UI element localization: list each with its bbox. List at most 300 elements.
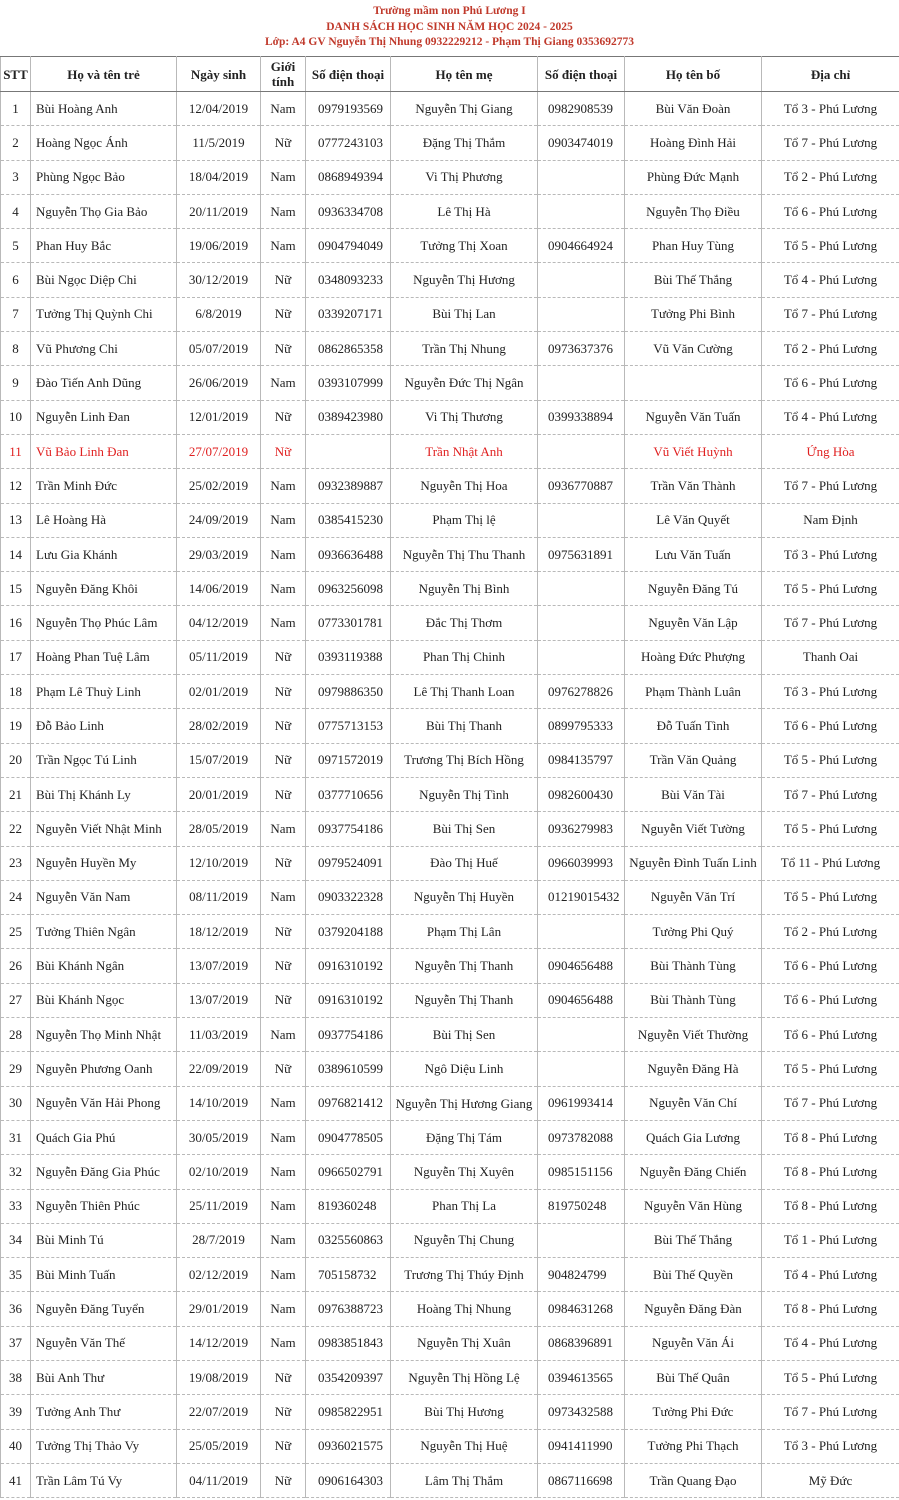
cell-child-name: Tưởng Thị Thảo Vy: [31, 1429, 177, 1463]
cell-mother-name: Đắc Thị Thơm: [391, 606, 538, 640]
cell-mother-name: Đào Thị Huế: [391, 846, 538, 880]
cell-mother-phone: 0984631268: [538, 1292, 625, 1326]
cell-stt: 26: [1, 949, 31, 983]
cell-birth-date: 28/02/2019: [177, 709, 261, 743]
cell-gender: Nữ: [261, 983, 306, 1017]
cell-father-name: Nguyễn Văn Tuấn: [625, 400, 762, 434]
cell-stt: 35: [1, 1258, 31, 1292]
cell-father-name: Nguyễn Văn Trí: [625, 880, 762, 914]
cell-mother-name: Nguyễn Đức Thị Ngân: [391, 366, 538, 400]
cell-phone: 0966502791: [306, 1155, 391, 1189]
cell-birth-date: 25/05/2019: [177, 1429, 261, 1463]
cell-stt: 22: [1, 812, 31, 846]
cell-child-name: Nguyễn Viết Nhật Minh: [31, 812, 177, 846]
cell-child-name: Bùi Khánh Ngân: [31, 949, 177, 983]
list-title: DANH SÁCH HỌC SINH NĂM HỌC 2024 - 2025: [326, 20, 573, 33]
cell-mother-name: Trương Thị Thúy Định: [391, 1258, 538, 1292]
cell-stt: 19: [1, 709, 31, 743]
table-row: [1, 1018, 899, 1052]
cell-stt: 12: [1, 469, 31, 503]
table-row: [1, 640, 899, 674]
cell-child-name: Phạm Lê Thuỳ Linh: [31, 675, 177, 709]
cell-mother-name: Nguyễn Thị Hoa: [391, 469, 538, 503]
cell-father-name: Tưởng Phi Bình: [625, 297, 762, 331]
col-header-phone: Số điện thoại: [306, 57, 391, 92]
cell-phone: 0393107999: [306, 366, 391, 400]
cell-phone: 0354209397: [306, 1360, 391, 1394]
cell-mother-phone: [538, 434, 625, 468]
cell-father-name: Tưởng Phi Đức: [625, 1395, 762, 1429]
table-row: [1, 675, 899, 709]
cell-phone: 0979193569: [306, 92, 391, 126]
cell-child-name: Vũ Phương Chi: [31, 332, 177, 366]
table-row: [1, 572, 899, 606]
cell-gender: Nữ: [261, 709, 306, 743]
cell-mother-phone: 0973432588: [538, 1395, 625, 1429]
cell-gender: Nam: [261, 194, 306, 228]
cell-child-name: Nguyễn Huyền My: [31, 846, 177, 880]
cell-child-name: Phùng Ngọc Bảo: [31, 160, 177, 194]
cell-father-name: Bùi Thế Quân: [625, 1360, 762, 1394]
cell-address: Tổ 5 - Phú Lương: [762, 1052, 899, 1086]
cell-birth-date: 14/12/2019: [177, 1326, 261, 1360]
cell-gender: Nam: [261, 1189, 306, 1223]
cell-phone: 0339207171: [306, 297, 391, 331]
cell-stt: 14: [1, 537, 31, 571]
cell-address: Tổ 5 - Phú Lương: [762, 1360, 899, 1394]
cell-mother-name: Nguyễn Thị Chung: [391, 1223, 538, 1257]
cell-mother-name: Bùi Thị Hương: [391, 1395, 538, 1429]
cell-birth-date: 18/12/2019: [177, 915, 261, 949]
table-body: [1, 92, 899, 1498]
cell-address: Tổ 5 - Phú Lương: [762, 572, 899, 606]
cell-phone: 705158732: [306, 1258, 391, 1292]
cell-stt: 33: [1, 1189, 31, 1223]
cell-phone: 0775713153: [306, 709, 391, 743]
cell-mother-name: Phan Thị Chinh: [391, 640, 538, 674]
cell-stt: 5: [1, 229, 31, 263]
cell-mother-phone: [538, 263, 625, 297]
cell-mother-name: Nguyễn Thị Xuyên: [391, 1155, 538, 1189]
cell-birth-date: 05/11/2019: [177, 640, 261, 674]
cell-birth-date: 13/07/2019: [177, 949, 261, 983]
cell-gender: Nam: [261, 606, 306, 640]
cell-gender: Nữ: [261, 949, 306, 983]
cell-birth-date: 25/02/2019: [177, 469, 261, 503]
cell-gender: Nam: [261, 503, 306, 537]
cell-birth-date: 25/11/2019: [177, 1189, 261, 1223]
cell-mother-name: Nguyễn Thị Bình: [391, 572, 538, 606]
cell-mother-name: Bùi Thị Sen: [391, 1018, 538, 1052]
cell-child-name: Bùi Minh Tuấn: [31, 1258, 177, 1292]
cell-gender: Nữ: [261, 640, 306, 674]
cell-phone: 0868949394: [306, 160, 391, 194]
cell-phone: 0976821412: [306, 1086, 391, 1120]
cell-address: Tổ 4 - Phú Lương: [762, 400, 899, 434]
cell-father-name: Bùi Văn Tài: [625, 777, 762, 811]
cell-mother-phone: 0867116698: [538, 1463, 625, 1497]
cell-stt: 20: [1, 743, 31, 777]
table-row: [1, 1052, 899, 1086]
cell-father-name: Bùi Thành Tùng: [625, 949, 762, 983]
cell-child-name: Hoàng Ngọc Ánh: [31, 126, 177, 160]
cell-gender: Nam: [261, 92, 306, 126]
cell-mother-phone: 0976278826: [538, 675, 625, 709]
cell-father-name: Hoàng Đình Hải: [625, 126, 762, 160]
cell-child-name: Bùi Hoàng Anh: [31, 92, 177, 126]
cell-mother-phone: 0868396891: [538, 1326, 625, 1360]
cell-address: Tổ 6 - Phú Lương: [762, 949, 899, 983]
cell-gender: Nam: [261, 229, 306, 263]
cell-mother-phone: 0904656488: [538, 983, 625, 1017]
cell-mother-name: Nguyễn Thị Hồng Lệ: [391, 1360, 538, 1394]
col-header-birth-date: Ngày sinh: [177, 57, 261, 92]
cell-phone: 0389610599: [306, 1052, 391, 1086]
cell-gender: Nữ: [261, 400, 306, 434]
cell-mother-name: Phạm Thị lệ: [391, 503, 538, 537]
cell-mother-phone: [538, 915, 625, 949]
cell-address: Tổ 8 - Phú Lương: [762, 1120, 899, 1154]
cell-birth-date: 02/12/2019: [177, 1258, 261, 1292]
cell-child-name: Nguyễn Đăng Tuyển: [31, 1292, 177, 1326]
cell-stt: 38: [1, 1360, 31, 1394]
table-row: [1, 1189, 899, 1223]
cell-mother-name: Lâm Thị Thắm: [391, 1463, 538, 1497]
cell-mother-phone: 0966039993: [538, 846, 625, 880]
cell-mother-name: Nguyễn Thị Xuân: [391, 1326, 538, 1360]
table-row: [1, 194, 899, 228]
cell-mother-phone: 0973637376: [538, 332, 625, 366]
cell-father-name: Vũ Văn Cường: [625, 332, 762, 366]
cell-mother-name: Lê Thị Hà: [391, 194, 538, 228]
cell-stt: 32: [1, 1155, 31, 1189]
cell-mother-phone: 0899795333: [538, 709, 625, 743]
table-header-row: [1, 57, 899, 92]
cell-birth-date: 12/01/2019: [177, 400, 261, 434]
cell-address: Tổ 5 - Phú Lương: [762, 229, 899, 263]
cell-father-name: Bùi Thế Thắng: [625, 263, 762, 297]
cell-phone: 0937754186: [306, 812, 391, 846]
cell-birth-date: 04/12/2019: [177, 606, 261, 640]
cell-gender: Nữ: [261, 1463, 306, 1497]
cell-address: Tổ 7 - Phú Lương: [762, 297, 899, 331]
cell-mother-phone: 0941411990: [538, 1429, 625, 1463]
cell-phone: 0385415230: [306, 503, 391, 537]
cell-phone: 0904794049: [306, 229, 391, 263]
cell-father-name: Phan Huy Tùng: [625, 229, 762, 263]
cell-gender: Nữ: [261, 126, 306, 160]
table-row: [1, 812, 899, 846]
cell-birth-date: 04/11/2019: [177, 1463, 261, 1497]
cell-father-name: Nguyễn Đăng Tú: [625, 572, 762, 606]
cell-father-name: Bùi Thế Thắng: [625, 1223, 762, 1257]
cell-mother-name: Hoàng Thị Nhung: [391, 1292, 538, 1326]
cell-mother-name: Nguyễn Thị Thanh: [391, 983, 538, 1017]
table-row: [1, 503, 899, 537]
cell-phone: 0963256098: [306, 572, 391, 606]
cell-mother-phone: 01219015432: [538, 880, 625, 914]
cell-phone: 819360248: [306, 1189, 391, 1223]
cell-stt: 18: [1, 675, 31, 709]
cell-gender: Nam: [261, 1292, 306, 1326]
cell-birth-date: 28/05/2019: [177, 812, 261, 846]
cell-stt: 13: [1, 503, 31, 537]
cell-birth-date: 26/06/2019: [177, 366, 261, 400]
cell-child-name: Tưởng Anh Thư: [31, 1395, 177, 1429]
cell-mother-phone: 0936279983: [538, 812, 625, 846]
cell-stt: 30: [1, 1086, 31, 1120]
cell-gender: Nam: [261, 160, 306, 194]
cell-phone: 0979886350: [306, 675, 391, 709]
cell-phone: 0906164303: [306, 1463, 391, 1497]
cell-birth-date: 28/7/2019: [177, 1223, 261, 1257]
cell-phone: 0904778505: [306, 1120, 391, 1154]
cell-child-name: Nguyễn Thọ Phúc Lâm: [31, 606, 177, 640]
cell-mother-name: Nguyễn Thị Tình: [391, 777, 538, 811]
cell-birth-date: 29/01/2019: [177, 1292, 261, 1326]
table-row: [1, 263, 899, 297]
cell-birth-date: 14/06/2019: [177, 572, 261, 606]
cell-phone: [306, 434, 391, 468]
cell-birth-date: 20/01/2019: [177, 777, 261, 811]
student-table: [0, 56, 899, 1498]
cell-mother-name: Nguyễn Thị Thanh: [391, 949, 538, 983]
table-row: [1, 880, 899, 914]
cell-stt: 27: [1, 983, 31, 1017]
col-header-address: Địa chỉ: [762, 57, 899, 92]
cell-stt: 2: [1, 126, 31, 160]
cell-address: Tổ 6 - Phú Lương: [762, 366, 899, 400]
cell-child-name: Bùi Ngọc Diệp Chi: [31, 263, 177, 297]
cell-father-name: Nguyễn Văn Lập: [625, 606, 762, 640]
cell-address: Tổ 2 - Phú Lương: [762, 160, 899, 194]
cell-mother-name: Tưởng Thị Xoan: [391, 229, 538, 263]
cell-birth-date: 22/09/2019: [177, 1052, 261, 1086]
cell-address: Tổ 7 - Phú Lương: [762, 1086, 899, 1120]
table-row: [1, 1120, 899, 1154]
cell-phone: 0979524091: [306, 846, 391, 880]
cell-child-name: Trần Lâm Tú Vy: [31, 1463, 177, 1497]
cell-child-name: Bùi Thị Khánh Ly: [31, 777, 177, 811]
table-row: [1, 915, 899, 949]
cell-mother-name: Trương Thị Bích Hồng: [391, 743, 538, 777]
cell-gender: Nữ: [261, 675, 306, 709]
table-row: [1, 1292, 899, 1326]
cell-phone: 0936334708: [306, 194, 391, 228]
cell-birth-date: 05/07/2019: [177, 332, 261, 366]
cell-address: Tổ 11 - Phú Lương: [762, 846, 899, 880]
cell-phone: 0377710656: [306, 777, 391, 811]
cell-father-name: Quách Gia Lương: [625, 1120, 762, 1154]
cell-mother-phone: [538, 366, 625, 400]
cell-mother-name: Đặng Thị Tám: [391, 1120, 538, 1154]
cell-stt: 1: [1, 92, 31, 126]
cell-mother-phone: 0904656488: [538, 949, 625, 983]
cell-mother-phone: [538, 194, 625, 228]
cell-father-name: Tưởng Phi Thạch: [625, 1429, 762, 1463]
table-row: [1, 949, 899, 983]
cell-mother-phone: [538, 1223, 625, 1257]
cell-phone: 0379204188: [306, 915, 391, 949]
cell-mother-phone: [538, 606, 625, 640]
cell-mother-name: Bùi Thị Sen: [391, 812, 538, 846]
cell-father-name: Lê Văn Quyết: [625, 503, 762, 537]
cell-phone: 0937754186: [306, 1018, 391, 1052]
cell-birth-date: 02/10/2019: [177, 1155, 261, 1189]
cell-stt: 17: [1, 640, 31, 674]
cell-father-name: Nguyễn Thọ Điều: [625, 194, 762, 228]
cell-birth-date: 11/5/2019: [177, 126, 261, 160]
cell-mother-name: Nguyễn Thị Hương: [391, 263, 538, 297]
cell-address: Tổ 2 - Phú Lương: [762, 915, 899, 949]
cell-gender: Nữ: [261, 1429, 306, 1463]
table-row: [1, 606, 899, 640]
cell-father-name: Nguyễn Văn Hùng: [625, 1189, 762, 1223]
cell-gender: Nữ: [261, 332, 306, 366]
cell-gender: Nữ: [261, 1360, 306, 1394]
cell-address: Tổ 7 - Phú Lương: [762, 777, 899, 811]
table-row: [1, 709, 899, 743]
table-row: [1, 1223, 899, 1257]
cell-child-name: Trần Ngọc Tú Linh: [31, 743, 177, 777]
cell-father-name: Trần Quang Đạo: [625, 1463, 762, 1497]
cell-mother-phone: [538, 572, 625, 606]
cell-phone: 0916310192: [306, 949, 391, 983]
cell-phone: 0325560863: [306, 1223, 391, 1257]
cell-gender: Nữ: [261, 743, 306, 777]
cell-mother-phone: 0982600430: [538, 777, 625, 811]
cell-mother-phone: 0903474019: [538, 126, 625, 160]
cell-mother-phone: 904824799: [538, 1258, 625, 1292]
document-header: [0, 0, 899, 56]
cell-phone: 0389423980: [306, 400, 391, 434]
table-row: [1, 1086, 899, 1120]
cell-father-name: Bùi Văn Đoàn: [625, 92, 762, 126]
cell-address: Ứng Hòa: [762, 434, 899, 468]
cell-child-name: Nguyễn Đăng Gia Phúc: [31, 1155, 177, 1189]
cell-father-name: Nguyễn Văn Chí: [625, 1086, 762, 1120]
cell-phone: 0932389887: [306, 469, 391, 503]
cell-phone: 0985822951: [306, 1395, 391, 1429]
table-row: [1, 537, 899, 571]
cell-father-name: Nguyễn Đăng Chiến: [625, 1155, 762, 1189]
cell-stt: 29: [1, 1052, 31, 1086]
cell-mother-phone: 0982908539: [538, 92, 625, 126]
cell-birth-date: 22/07/2019: [177, 1395, 261, 1429]
cell-father-name: Nguyễn Viết Thường: [625, 1018, 762, 1052]
class-teacher-line: Lớp: A4 GV Nguyễn Thị Nhung 0932229212 - Phạm Thị Giang 0353692773: [264, 36, 635, 48]
table-row: [1, 1258, 899, 1292]
cell-child-name: Nguyễn Văn Nam: [31, 880, 177, 914]
cell-father-name: Trần Văn Quảng: [625, 743, 762, 777]
cell-child-name: Đỗ Bảo Linh: [31, 709, 177, 743]
cell-father-name: Vũ Viết Huỳnh: [625, 434, 762, 468]
cell-address: Nam Định: [762, 503, 899, 537]
cell-birth-date: 6/8/2019: [177, 297, 261, 331]
cell-stt: 23: [1, 846, 31, 880]
cell-stt: 39: [1, 1395, 31, 1429]
table-row: [1, 1360, 899, 1394]
cell-stt: 10: [1, 400, 31, 434]
cell-stt: 25: [1, 915, 31, 949]
cell-father-name: Trần Văn Thành: [625, 469, 762, 503]
cell-birth-date: 08/11/2019: [177, 880, 261, 914]
cell-stt: 40: [1, 1429, 31, 1463]
cell-gender: Nữ: [261, 846, 306, 880]
col-header-gender: Giới tính: [261, 57, 306, 92]
cell-birth-date: 12/10/2019: [177, 846, 261, 880]
cell-gender: Nữ: [261, 915, 306, 949]
cell-mother-phone: 0975631891: [538, 537, 625, 571]
cell-phone: 0903322328: [306, 880, 391, 914]
cell-gender: Nữ: [261, 434, 306, 468]
cell-birth-date: 11/03/2019: [177, 1018, 261, 1052]
cell-child-name: Bùi Khánh Ngọc: [31, 983, 177, 1017]
cell-child-name: Nguyễn Thọ Gia Bảo: [31, 194, 177, 228]
cell-phone: 0777243103: [306, 126, 391, 160]
cell-father-name: Tưởng Phi Quý: [625, 915, 762, 949]
cell-address: Tổ 5 - Phú Lương: [762, 812, 899, 846]
cell-address: Tổ 5 - Phú Lương: [762, 880, 899, 914]
cell-child-name: Hoàng Phan Tuệ Lâm: [31, 640, 177, 674]
table-row: [1, 1463, 899, 1497]
cell-father-name: Hoàng Đức Phượng: [625, 640, 762, 674]
cell-father-name: Bùi Thế Quyền: [625, 1258, 762, 1292]
cell-child-name: Tưởng Thiên Ngân: [31, 915, 177, 949]
table-row: [1, 92, 899, 126]
cell-father-name: Bùi Thành Tùng: [625, 983, 762, 1017]
cell-mother-name: Trần Nhật Anh: [391, 434, 538, 468]
cell-address: Thanh Oai: [762, 640, 899, 674]
table-row: [1, 846, 899, 880]
cell-child-name: Lê Hoàng Hà: [31, 503, 177, 537]
table-row: [1, 366, 899, 400]
table-row: [1, 400, 899, 434]
cell-father-name: Nguyễn Đình Tuấn Linh: [625, 846, 762, 880]
col-header-mother-name: Họ tên mẹ: [391, 57, 538, 92]
cell-gender: Nam: [261, 1120, 306, 1154]
table-row: [1, 229, 899, 263]
cell-birth-date: 14/10/2019: [177, 1086, 261, 1120]
cell-birth-date: 19/06/2019: [177, 229, 261, 263]
cell-child-name: Tưởng Thị Quỳnh Chi: [31, 297, 177, 331]
table-row: [1, 160, 899, 194]
cell-father-name: Nguyễn Đăng Đàn: [625, 1292, 762, 1326]
cell-mother-phone: 0399338894: [538, 400, 625, 434]
cell-address: Tổ 2 - Phú Lương: [762, 332, 899, 366]
cell-address: Tổ 7 - Phú Lương: [762, 606, 899, 640]
cell-stt: 34: [1, 1223, 31, 1257]
cell-birth-date: 20/11/2019: [177, 194, 261, 228]
cell-stt: 24: [1, 880, 31, 914]
cell-father-name: Phạm Thành Luân: [625, 675, 762, 709]
cell-mother-name: Nguyễn Thị Hương Giang: [391, 1086, 538, 1120]
cell-mother-phone: [538, 1052, 625, 1086]
table-row: [1, 469, 899, 503]
cell-mother-name: Bùi Thị Thanh: [391, 709, 538, 743]
cell-stt: 21: [1, 777, 31, 811]
table-row: [1, 126, 899, 160]
cell-mother-phone: 0904664924: [538, 229, 625, 263]
cell-child-name: Vũ Bảo Linh Đan: [31, 434, 177, 468]
cell-stt: 7: [1, 297, 31, 331]
cell-gender: Nữ: [261, 1395, 306, 1429]
cell-stt: 4: [1, 194, 31, 228]
cell-gender: Nam: [261, 1326, 306, 1360]
table-row: [1, 1326, 899, 1360]
cell-gender: Nam: [261, 812, 306, 846]
table-row: [1, 297, 899, 331]
